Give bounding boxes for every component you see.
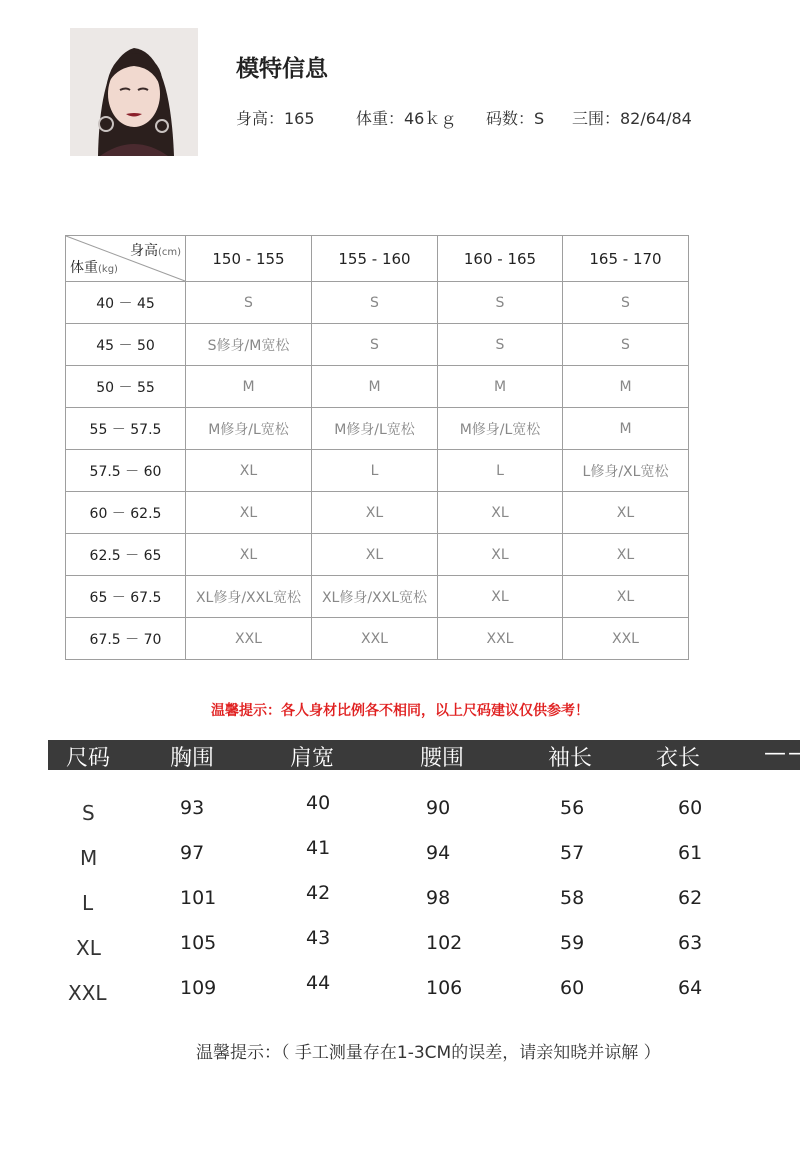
model-height: 身高：165 — [236, 109, 315, 128]
recommended-size-cell: XXL — [186, 618, 312, 660]
weight-range-cell: 62.5 － 65 — [66, 534, 186, 576]
table-row — [66, 450, 689, 492]
spec-value: 61 — [678, 842, 703, 864]
spec-value: 59 — [560, 932, 585, 954]
weight-axis-label: 体重(kg) — [70, 260, 118, 276]
recommended-size-cell: M — [563, 408, 689, 450]
table-row — [66, 324, 689, 366]
spec-value: 109 — [180, 977, 217, 999]
table-row — [66, 492, 689, 534]
spec-value: 57 — [560, 842, 585, 864]
recommended-size-cell: XL — [563, 534, 689, 576]
spec-value: 102 — [426, 932, 463, 954]
recommended-size-cell: M修身/L宽松 — [312, 408, 438, 450]
table-header-row — [66, 236, 689, 282]
weight-range-cell: 57.5 － 60 — [66, 450, 186, 492]
spec-value: 101 — [180, 887, 217, 909]
spec-value: 43 — [306, 927, 331, 949]
weight-range-cell: 40 － 45 — [66, 282, 186, 324]
height-range-header: 150 - 155 — [186, 236, 312, 282]
size-recommendation-table — [65, 235, 689, 660]
spec-size-label: M — [80, 846, 98, 870]
recommended-size-cell: XL — [438, 534, 563, 576]
weight-range-cell: 50 － 55 — [66, 366, 186, 408]
spec-value: 64 — [678, 977, 703, 999]
spec-value: 97 — [180, 842, 205, 864]
model-avatar — [70, 28, 198, 156]
table-row — [66, 576, 689, 618]
spec-size-label: XL — [76, 936, 101, 960]
recommended-size-cell: L — [438, 450, 563, 492]
height-range-header: 160 - 165 — [438, 236, 563, 282]
weight-range-cell: 67.5 － 70 — [66, 618, 186, 660]
spec-row — [0, 837, 800, 876]
spec-value: 94 — [426, 842, 451, 864]
recommended-size-cell: XXL — [438, 618, 563, 660]
spec-header-waist: 腰围 — [420, 746, 465, 771]
recommended-size-cell: XL — [563, 492, 689, 534]
spec-row — [0, 927, 800, 966]
spec-value: 56 — [560, 797, 585, 819]
recommended-size-cell: XL修身/XXL宽松 — [186, 576, 312, 618]
model-portrait-icon — [70, 28, 198, 156]
recommended-size-cell: XL — [186, 450, 312, 492]
recommended-size-cell: L修身/XL宽松 — [563, 450, 689, 492]
spec-size-label: S — [82, 801, 95, 825]
recommended-size-cell: M — [563, 366, 689, 408]
recommended-size-cell: S — [563, 324, 689, 366]
recommended-size-cell: XL — [312, 492, 438, 534]
recommended-size-cell: M修身/L宽松 — [186, 408, 312, 450]
table-row — [66, 534, 689, 576]
height-axis-label: 身高(cm) — [129, 243, 181, 259]
spec-value: 44 — [306, 972, 331, 994]
recommended-size-cell: XL — [563, 576, 689, 618]
recommended-size-cell: S — [438, 324, 563, 366]
spec-value: 93 — [180, 797, 205, 819]
height-range-header: 155 - 160 — [312, 236, 438, 282]
model-info-title: 模特信息 — [236, 56, 328, 82]
spec-header-length: 衣长 — [656, 746, 701, 771]
weight-range-cell: 45 － 50 — [66, 324, 186, 366]
model-size: 码数：S — [486, 109, 545, 128]
recommended-size-cell: XL — [312, 534, 438, 576]
spec-value: 106 — [426, 977, 463, 999]
recommended-size-cell: XL修身/XXL宽松 — [312, 576, 438, 618]
spec-value: 90 — [426, 797, 451, 819]
table-row — [66, 366, 689, 408]
spec-value: 62 — [678, 887, 703, 909]
recommended-size-cell: M — [438, 366, 563, 408]
recommended-size-cell: XL — [438, 576, 563, 618]
size-reference-tip: 温馨提示：各人身材比例各不相同，以上尺码建议仅供参考！ — [211, 703, 589, 719]
weight-range-cell: 55 － 57.5 — [66, 408, 186, 450]
spec-header-size: 尺码 — [66, 746, 111, 771]
spec-value: 105 — [180, 932, 217, 954]
spec-value: 60 — [678, 797, 703, 819]
recommended-size-cell: L — [312, 450, 438, 492]
recommended-size-cell: S — [312, 324, 438, 366]
model-weight: 体重：46ｋｇ — [356, 109, 457, 128]
recommended-size-cell: XXL — [312, 618, 438, 660]
spec-value: 58 — [560, 887, 585, 909]
table-row — [66, 282, 689, 324]
spec-size-label: XXL — [68, 981, 107, 1005]
spec-value: 98 — [426, 887, 451, 909]
recommended-size-cell: M — [312, 366, 438, 408]
recommended-size-cell: S修身/M宽松 — [186, 324, 312, 366]
weight-range-cell: 65 － 67.5 — [66, 576, 186, 618]
table-row — [66, 408, 689, 450]
spec-value: 41 — [306, 837, 331, 859]
table-corner-cell — [66, 236, 186, 282]
model-measurements: 三围：82/64/84 — [572, 109, 692, 128]
recommended-size-cell: S — [312, 282, 438, 324]
spec-value: 42 — [306, 882, 331, 904]
spec-value: 60 — [560, 977, 585, 999]
recommended-size-cell: XXL — [563, 618, 689, 660]
spec-row — [0, 792, 800, 831]
spec-header-bar — [48, 740, 812, 771]
recommended-size-cell: XL — [186, 492, 312, 534]
spec-value: 63 — [678, 932, 703, 954]
spec-header-sleeve: 袖长 — [548, 746, 593, 771]
recommended-size-cell: M修身/L宽松 — [438, 408, 563, 450]
spec-size-label: L — [82, 891, 94, 915]
recommended-size-cell: XL — [438, 492, 563, 534]
spec-row — [0, 972, 800, 1011]
recommended-size-cell: XL — [186, 534, 312, 576]
recommended-size-cell: S — [438, 282, 563, 324]
table-row — [66, 618, 689, 660]
spec-header-trailing: —— — [764, 741, 812, 766]
recommended-size-cell: M — [186, 366, 312, 408]
recommended-size-cell: S — [186, 282, 312, 324]
height-range-header: 165 - 170 — [563, 236, 689, 282]
spec-header-chest: 胸围 — [170, 746, 215, 771]
recommended-size-cell: S — [563, 282, 689, 324]
weight-range-cell: 60 － 62.5 — [66, 492, 186, 534]
spec-value: 40 — [306, 792, 331, 814]
spec-header-shoulder: 肩宽 — [290, 746, 335, 771]
measurement-error-tip: 温馨提示：（ 手工测量存在1-3CM的误差，请亲知晓并谅解 ） — [196, 1043, 661, 1063]
spec-row — [0, 882, 800, 921]
